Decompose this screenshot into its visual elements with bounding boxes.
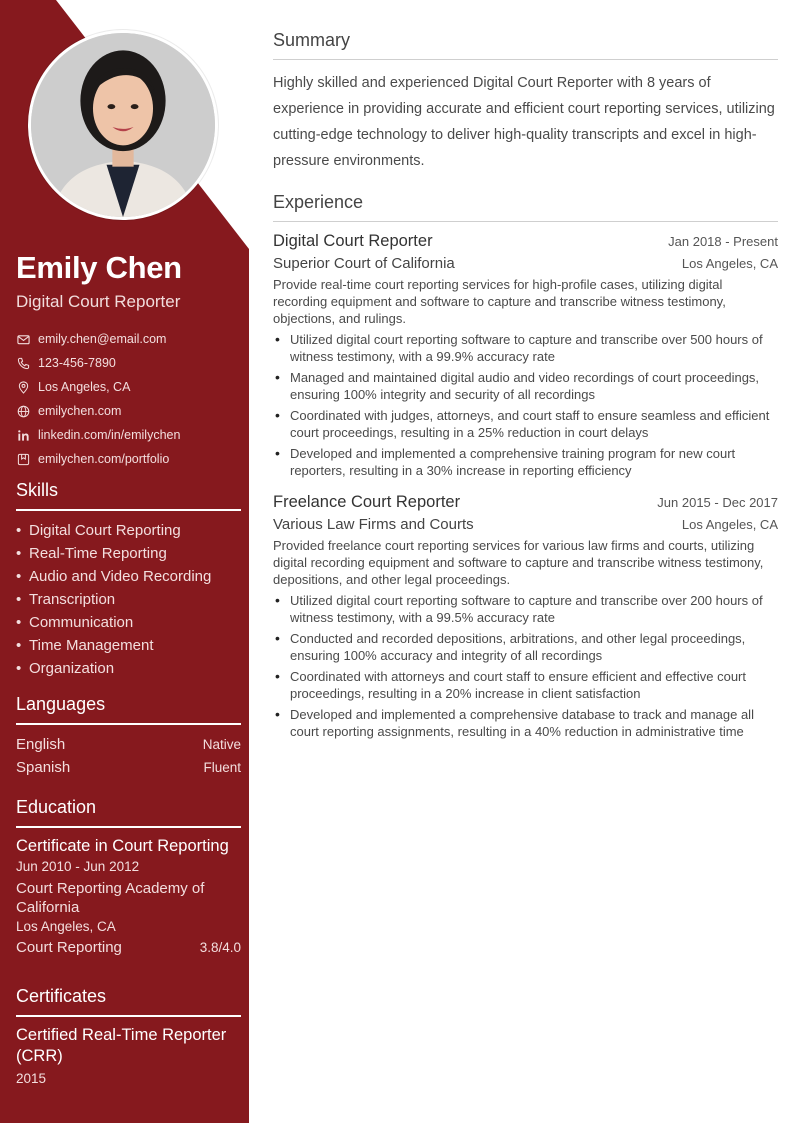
skills-section	[16, 480, 241, 680]
email-icon	[16, 332, 30, 346]
contact-portfolio-text: emilychen.com/portfolio	[38, 452, 170, 466]
certificate-name: Certified Real-Time Reporter (CRR)	[16, 1026, 227, 1065]
education-gpa: 3.8/4.0	[199, 940, 241, 955]
language-row	[16, 733, 241, 756]
education-section	[16, 797, 241, 959]
language-level: Fluent	[203, 760, 241, 775]
job-entry	[273, 232, 778, 479]
achievement-item: • Coordinated with attorneys and court staff to ensure efficient and effective court proceedings, resulting in a 20% increase in client satisfaction	[273, 668, 778, 702]
skill-item: • Digital Court Reporting	[16, 522, 181, 539]
portfolio-icon	[16, 452, 30, 466]
contact-phone-text: 123-456-7890	[38, 356, 116, 370]
job-location: Los Angeles, CA	[681, 517, 778, 532]
summary-heading: Summary	[273, 30, 778, 60]
education-heading: Education	[16, 797, 241, 828]
summary-text: Highly skilled and experienced Digital Court Reporter with 8 years of experience in providing accurate and efficient court reporting services, utilizing cutting-edge technology to deliver high-quality transcripts and excel in high-pressure environments.	[273, 75, 775, 169]
language-name: English	[16, 736, 66, 753]
certificate-year: 2015	[16, 1071, 47, 1086]
language-level: Native	[202, 737, 241, 752]
globe-icon	[16, 404, 30, 418]
contact-portfolio[interactable]	[16, 447, 241, 471]
candidate-title: Digital Court Reporter	[16, 292, 181, 311]
achievement-item: • Developed and implemented a comprehensive database to track and manage all court reporting assignments, resulting in a 40% reduction in administrative time	[273, 706, 778, 740]
languages-heading: Languages	[16, 694, 241, 725]
certificates-section	[16, 986, 241, 1091]
contact-linkedin[interactable]	[16, 423, 241, 447]
education-field: Court Reporting	[16, 939, 122, 956]
education-field-row	[16, 937, 241, 959]
achievement-item: • Coordinated with judges, attorneys, and court staff to ensure seamless and efficient court proceedings, resulting in a 25% reduction in court delays	[273, 407, 778, 441]
contact-linkedin-text: linkedin.com/in/emilychen	[38, 428, 181, 442]
main-content	[273, 30, 778, 754]
linkedin-icon	[16, 428, 30, 442]
achievement-item: • Conducted and recorded depositions, arbitrations, and other legal proceedings, ensuring 100% accuracy and integrity of all recordings	[273, 630, 778, 664]
job-description: Provided freelance court reporting services for various law firms and courts, utilizing digital recording equipment and software to capture and transcribe witness testimony, depositions, and other legal proceedings.	[273, 538, 764, 587]
contact-location-text: Los Angeles, CA	[38, 380, 131, 394]
achievement-item: • Developed and implemented a comprehensive training program for new court reporters, resulting in a 30% increase in reporting efficiency	[273, 445, 778, 479]
job-location: Los Angeles, CA	[681, 256, 778, 271]
contact-list	[16, 327, 241, 471]
education-degree: Certificate in Court Reporting	[16, 837, 229, 855]
education-dates: Jun 2010 - Jun 2012	[16, 859, 140, 874]
job-company: Superior Court of California	[273, 255, 455, 272]
skill-item: • Communication	[16, 614, 134, 631]
contact-email-text: emily.chen@email.com	[38, 332, 167, 346]
languages-section	[16, 694, 241, 779]
profile-photo	[28, 30, 218, 220]
experience-section	[273, 192, 778, 740]
job-dates: Jan 2018 - Present	[668, 234, 778, 249]
skill-item: • Real-Time Reporting	[16, 545, 167, 562]
education-school: Court Reporting Academy of California	[16, 880, 205, 916]
contact-website-text: emilychen.com	[38, 404, 122, 418]
education-location: Los Angeles, CA	[16, 919, 116, 934]
job-company: Various Law Firms and Courts	[273, 516, 474, 533]
achievement-item: • Managed and maintained digital audio and video recordings of court proceedings, ensuring 100% integrity and security of all recordings	[273, 369, 778, 403]
experience-heading: Experience	[273, 192, 778, 222]
job-achievements	[273, 592, 778, 740]
achievement-item: • Utilized digital court reporting software to capture and transcribe over 500 hours of witness testimony, with a 99.9% accuracy rate	[273, 331, 778, 365]
job-dates: Jun 2015 - Dec 2017	[657, 495, 778, 510]
achievement-item: • Utilized digital court reporting software to capture and transcribe over 200 hours of witness testimony, with a 99.5% accuracy rate	[273, 592, 778, 626]
location-icon	[16, 380, 30, 394]
skill-item: • Transcription	[16, 591, 116, 608]
contact-phone[interactable]	[16, 351, 241, 375]
skills-heading: Skills	[16, 480, 241, 511]
job-description: Provide real-time court reporting services for high-profile cases, utilizing digital recording equipment and software to capture and transcribe witness testimony, objections, and rulings.	[273, 277, 726, 326]
contact-location	[16, 375, 241, 399]
language-row	[16, 756, 241, 779]
contact-email[interactable]	[16, 327, 241, 351]
portrait-image	[31, 33, 215, 217]
job-achievements	[273, 331, 778, 479]
skill-item: • Audio and Video Recording	[16, 568, 212, 585]
language-name: Spanish	[16, 759, 71, 776]
skill-item: • Organization	[16, 660, 115, 677]
phone-icon	[16, 356, 30, 370]
summary-section	[273, 30, 778, 174]
job-entry	[273, 493, 778, 740]
contact-website[interactable]	[16, 399, 241, 423]
certificates-heading: Certificates	[16, 986, 241, 1017]
job-role: Digital Court Reporter	[273, 232, 433, 250]
skill-item: • Time Management	[16, 637, 154, 654]
candidate-name: Emily Chen	[16, 250, 182, 285]
job-role: Freelance Court Reporter	[273, 493, 461, 511]
